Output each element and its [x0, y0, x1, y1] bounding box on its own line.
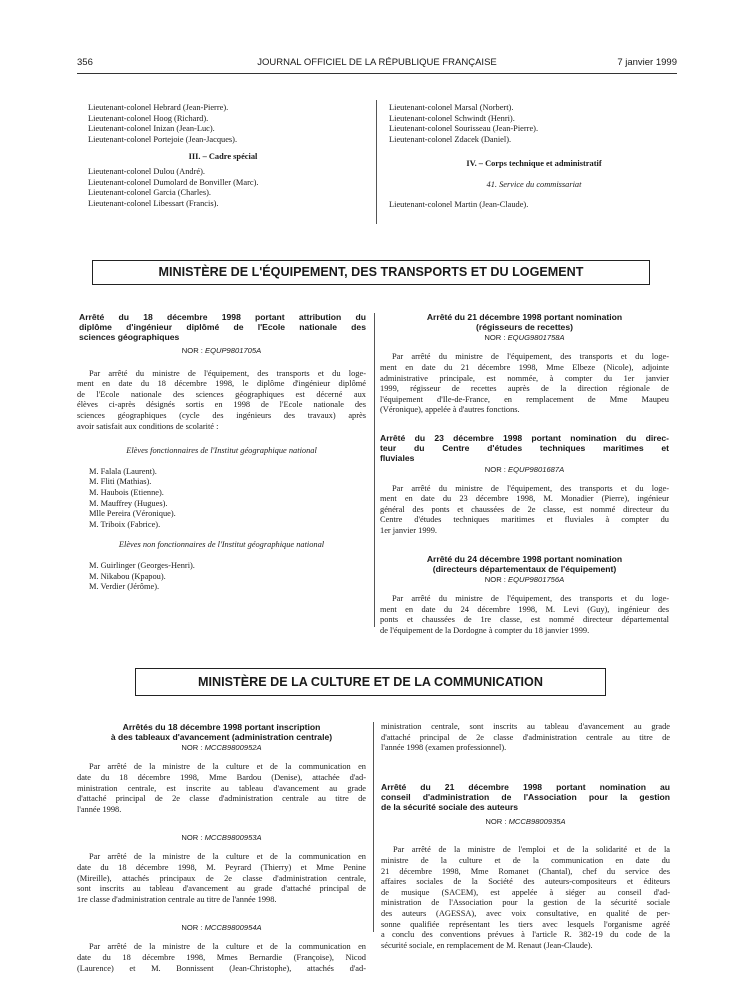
top-left-column	[88, 103, 358, 209]
service-line: Lieutenant-colonel Martin (Jean-Claude).	[389, 199, 529, 209]
title-line: Arrêté du 21 décembre 1998 portant nomination au	[381, 781, 670, 792]
body-line: date du 18 décembre 1998, Mme Bardou (Denise), attachée d'ad-	[77, 773, 366, 782]
officer-line: Lieutenant-colonel Marsal (Norbert).	[389, 103, 514, 112]
header-rule	[77, 73, 677, 74]
decree-body	[380, 594, 669, 636]
body-line: Par arrêté de la ministre de la culture et de la communication en	[89, 942, 366, 952]
decree-body	[77, 369, 366, 433]
officer-line: Lieutenant-colonel Hebrard (Jean-Pierre).	[88, 103, 229, 112]
m2-left-column	[77, 722, 366, 974]
decree-body	[380, 484, 669, 537]
body-line: Par arrêté du ministre de l'équipement, des transports et du loge-	[392, 352, 669, 362]
decree-body	[77, 942, 366, 974]
body-line: avoir satisfait aux conditions de scolarité :	[77, 421, 219, 431]
m1-right-column	[380, 312, 669, 636]
group-heading: Elèves non fonctionnaires de l'Institut géographique national	[118, 540, 325, 550]
title-line: Arrêté du 18 décembre 1998 portant attribution du	[79, 312, 366, 322]
body-line: administrative principale, est nommée, à compter du 1er janvier	[380, 373, 669, 383]
body-line: Par arrêté de la ministre de la culture et de la communication en	[89, 852, 366, 862]
title-line: à des tableaux d'avancement (administration centrale)	[110, 732, 333, 743]
decree-entry	[77, 833, 366, 905]
cadre-heading: III. – Cadre spécial	[188, 152, 258, 162]
decree-body	[77, 852, 366, 905]
body-line: a conclu des conventions prévues à l'article R. 382-19 du code de la	[381, 930, 670, 940]
body-line: ministration centrale, sont inscrits au tableau d'avancement au grade	[381, 722, 670, 731]
body-line: Par arrêté du ministre de l'équipement, des transports et du loge-	[392, 593, 669, 603]
decree-title	[77, 722, 366, 742]
title-line: Arrêtés du 18 décembre 1998 portant inscription	[122, 722, 321, 732]
officer-list	[88, 167, 358, 209]
student-line: M. Mauffrey (Hugues).	[89, 498, 168, 508]
title-line: Arrêté du 23 décembre 1998 portant nomination du direc-	[380, 432, 669, 443]
body-line: ministre de la culture et de la communication en date du	[381, 855, 670, 865]
nor-reference: NOR : EQUP9801687A	[484, 464, 565, 474]
ministry-culture-header: MINISTÈRE DE LA CULTURE ET DE LA COMMUNICATION	[135, 668, 606, 696]
body-line: ment en date du 18 décembre 1998, le diplôme d'ingénieur diplômé	[77, 379, 366, 389]
decree-title	[381, 782, 670, 813]
body-line: sciences géographiques (cycle des ingénieurs des travaux) après	[77, 410, 366, 420]
body-line: sonne qualifiée représentant les tiers avec lesquels l'organisme agréé	[381, 919, 670, 929]
body-line: sécurité sociale, en remplacement de M. Renaut (Jean-Claude).	[381, 940, 593, 950]
decree-body	[380, 352, 669, 416]
officer-line: Lieutenant-colonel Sourisseau (Jean-Pierre).	[389, 124, 539, 134]
m2-right-column	[381, 722, 670, 951]
nor-reference: NOR : MCCB9800953A	[181, 833, 262, 843]
body-line: (Laurence) et M. Bonnissent (Jean-Christophe), attachés d'ad-	[77, 963, 366, 973]
column-divider	[374, 313, 375, 627]
student-line: M. Falala (Laurent).	[89, 466, 157, 476]
decree-block	[380, 312, 669, 416]
student-line: M. Nikabou (Kpapou).	[89, 571, 166, 581]
body-line: Par arrêté de la ministre de la culture et de la communication en	[89, 762, 366, 772]
top-right-column	[389, 103, 679, 210]
corps-heading: IV. – Corps technique et administratif	[466, 159, 602, 169]
decree-block	[380, 433, 669, 537]
officer-list	[88, 103, 358, 145]
title-line: Arrêté du 21 décembre 1998 portant nomination	[426, 312, 623, 322]
officer-line: Lieutenant-colonel Inizan (Jean-Luc).	[88, 124, 215, 134]
officer-line: Lieutenant-colonel Zdacek (Daniel).	[389, 134, 512, 144]
officer-line: Lieutenant-colonel Dumolard de Bonviller (Marc).	[88, 177, 259, 187]
body-line: 1re classe d'administration centrale au titre de l'année 1998.	[77, 894, 277, 904]
decree-title	[380, 312, 669, 332]
body-line: l'année 1998.	[77, 804, 122, 814]
nor-reference: NOR : MCCB9800935A	[485, 817, 566, 827]
title-line: diplôme d'ingénieur diplômé de l'Ecole nationale des	[79, 322, 366, 333]
group-heading: Elèves fonctionnaires de l'Institut géographique national	[126, 446, 317, 456]
body-line: général des ponts et chaussées de 2e classe, est nommé directeur du	[380, 504, 669, 514]
body-line: ment en date du 21 décembre 1998, Mme Elbeze (Nicole), adjointe	[380, 363, 669, 372]
student-line: M. Haubois (Etienne).	[89, 487, 164, 497]
decree-title	[380, 554, 669, 574]
body-line: Par arrêté du ministre de l'équipement, des transports et du loge-	[392, 483, 669, 493]
officer-line: Lieutenant-colonel Libessart (Francis).	[88, 198, 219, 208]
nor-reference: NOR : EQUP9801705A	[181, 345, 262, 355]
body-line: ment en date du 23 décembre 1998, M. Monadier (Pierre), ingénieur	[380, 494, 669, 504]
body-line: 21 décembre 1998, Mme Romanet (Chantal), chef du service des	[381, 866, 670, 876]
body-line: affaires sociales de la Société des auteurs-compositeurs et éditeurs	[381, 877, 670, 887]
decree-body	[381, 845, 670, 951]
officer-line: Lieutenant-colonel Garcia (Charles).	[88, 188, 212, 198]
decree-title	[380, 433, 669, 464]
column-divider	[373, 722, 374, 932]
decree-body-continued	[381, 722, 670, 754]
journal-title: JOURNAL OFFICIEL DE LA RÉPUBLIQUE FRANÇAISE	[257, 57, 497, 68]
body-line: de l'Ecole nationale des sciences géographiques est décerné aux	[77, 389, 366, 399]
body-line: 1er janvier 1999.	[380, 525, 437, 535]
title-line: teur du Centre d'études techniques maritimes et	[380, 443, 669, 454]
body-line: 1999, régisseur de recettes auprès de la direction régionale de	[380, 384, 669, 394]
body-line: d'attaché principal de 2e classe d'administration centrale au titre de	[77, 794, 366, 804]
title-line: (directeurs départementaux de l'équipement)	[432, 563, 617, 574]
decree-entries	[77, 743, 366, 974]
body-line: ministration de l'Association pour la gestion de la sécurité sociale	[381, 898, 670, 908]
officer-list	[389, 103, 679, 145]
body-line: Centre d'études techniques maritimes et fluviales à compter du	[380, 515, 669, 525]
decree-body	[77, 762, 366, 815]
ministry-equipement-header: MINISTÈRE DE L'ÉQUIPEMENT, DES TRANSPORTS ET DU LOGEMENT	[92, 260, 650, 285]
officer-line: Lieutenant-colonel Portejoie (Jean-Jacques).	[88, 134, 238, 144]
body-line: ment en date du 24 décembre 1998, M. Levi (Guy), ingénieur des	[380, 604, 669, 614]
title-line: Arrêté du 24 décembre 1998 portant nomination	[426, 553, 623, 564]
body-line: sont inscrits au tableau d'avancement au grade d'attaché principal de	[77, 884, 366, 894]
body-line: Par arrêté de la ministre de l'emploi et de la solidarité et de la	[393, 845, 670, 855]
student-line: M. Verdier (Jérôme).	[89, 582, 160, 592]
body-line: des auteurs (AGESSA), avec voix consultative, en qualité de per-	[381, 908, 670, 918]
column-divider	[376, 100, 377, 224]
body-line: date du 18 décembre 1998, Mmes Bernardie (Françoise), Nicod	[77, 952, 366, 962]
title-line: de la sécurité sociale des auteurs	[381, 802, 519, 813]
body-line: Par arrêté du ministre de l'équipement, des transports et du loge-	[89, 368, 366, 378]
body-line: de l'équipement de la Dordogne à compter du 18 janvier 1999.	[380, 625, 590, 635]
officer-line: Lieutenant-colonel Dulou (André).	[88, 166, 205, 176]
body-line: (Mireille), attachés principaux de 2e classe d'administration centrale,	[77, 873, 366, 883]
body-line: de musique (SACEM), est appelée à siéger au conseil d'ad-	[381, 887, 670, 897]
student-line: M. Fliti (Mathias).	[89, 477, 152, 487]
student-line: M. Triboix (Fabrice).	[89, 519, 161, 529]
page-header	[77, 57, 677, 71]
body-line: ponts et chaussées de 1re classe, est nommé directeur départemental	[380, 615, 669, 625]
officer-line: Lieutenant-colonel Schwindt (Henri).	[389, 113, 515, 123]
body-line: date du 18 décembre 1998, M. Peyrard (Thierry) et Mme Penine	[77, 862, 366, 872]
decree-title	[77, 312, 366, 343]
nor-reference: NOR : EQUG9801758A	[484, 333, 565, 343]
title-line: (régisseurs de recettes)	[476, 322, 573, 333]
body-line: ministration centrale, est inscrite au tableau d'avancement au grade	[77, 783, 366, 793]
student-line: M. Guirlinger (Georges-Henri).	[89, 560, 195, 570]
title-line: sciences géographiques	[79, 332, 180, 343]
nor-reference: NOR : EQUP9801756A	[484, 574, 565, 584]
student-list	[77, 467, 366, 531]
nor-reference: NOR : MCCB9800954A	[181, 923, 262, 933]
nor-reference: NOR : MCCB9800952A	[181, 743, 262, 753]
officer-line: Lieutenant-colonel Hoog (Richard).	[88, 113, 209, 123]
decree-entry	[77, 743, 366, 815]
title-line: conseil d'administration de l'Association pour la gestion	[381, 791, 670, 802]
body-line: élèves ci-après désignés sortis en 1998 de l'Ecole nationale des	[77, 400, 366, 410]
body-line: l'année 1998 (examen professionnel).	[381, 743, 507, 753]
student-line: Mlle Pereira (Véronique).	[89, 509, 176, 519]
service-heading: 41. Service du commissariat	[486, 179, 582, 189]
title-line: fluviales	[380, 453, 415, 464]
m1-left-column	[77, 312, 366, 593]
decree-entry	[77, 923, 366, 974]
decree-block	[380, 554, 669, 637]
student-list	[77, 561, 366, 593]
body-line: d'attaché principal de 2e classe d'administration centrale au titre de	[381, 732, 670, 742]
body-line: l'équipement d'Ile-de-France, en remplacement de Mme Maupeu	[380, 394, 669, 404]
issue-date: 7 janvier 1999	[617, 57, 677, 68]
page-number: 356	[77, 57, 93, 68]
body-line: (Véronique), appelée à d'autres fonctions.	[380, 405, 520, 415]
